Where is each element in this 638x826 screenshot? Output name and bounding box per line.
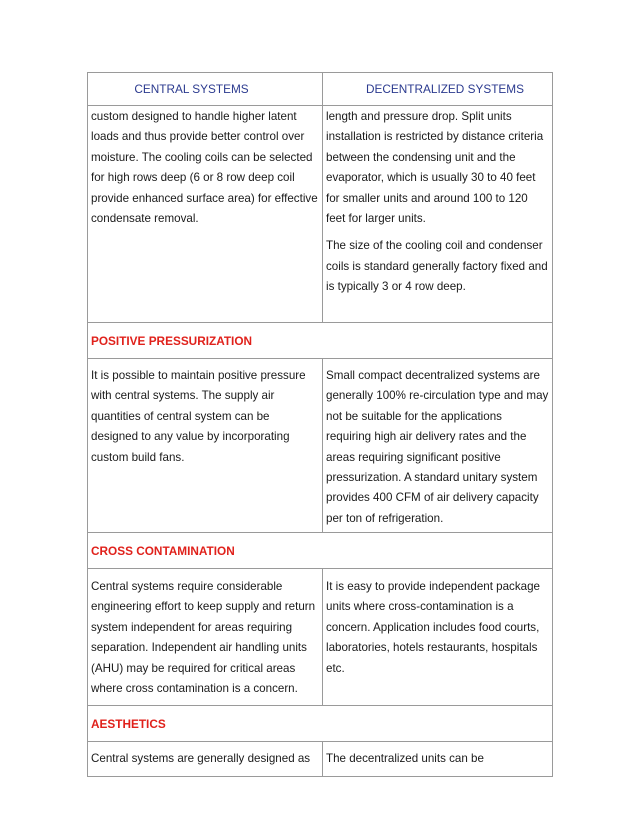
cell-decentralized-aesthetics	[323, 742, 553, 777]
cell-central-aesthetics	[88, 742, 323, 777]
table-row	[88, 106, 553, 323]
comparison-table	[87, 72, 553, 777]
table-row	[88, 569, 553, 706]
cell-central-pressurization	[88, 359, 323, 533]
section-heading: AESTHETICS	[88, 706, 553, 742]
cell-decentralized-pressurization	[323, 359, 553, 533]
cell-text: The size of the cooling coil and condenser coils is standard generally factory fixed and is typically 3 or 4 row deep.	[326, 239, 548, 294]
cell-decentralized-moisture	[323, 106, 553, 323]
cell-text: custom designed to handle higher latent loads and thus provide better control over moisture. The cooling coils can be selected for high rows deep (6 or 8 row deep coil provide enhanced surface area) for effective condensate removal.	[91, 110, 318, 226]
section-heading: POSITIVE PRESSURIZATION	[88, 323, 553, 359]
cell-text: The decentralized units can be	[326, 752, 484, 765]
table-row	[88, 359, 553, 533]
section-heading: CROSS CONTAMINATION	[88, 533, 553, 569]
table-row	[88, 742, 553, 777]
section-row-aesthetics	[88, 706, 553, 742]
section-row-positive-pressurization	[88, 323, 553, 359]
cell-central-contamination	[88, 569, 323, 706]
cell-text: It is possible to maintain positive pressure with central systems. The supply air quantities of central system can be designed to any value by incorporating custom build fans.	[91, 369, 306, 464]
section-row-cross-contamination	[88, 533, 553, 569]
cell-text: Central systems require considerable engineering effort to keep supply and return system independent for areas requiring separation. Independent air handling units (AHU) may be required for critical areas where cross contamination is a concern.	[91, 580, 316, 696]
header-decentralized-systems: DECENTRALIZED SYSTEMS	[323, 73, 553, 106]
cell-text: Small compact decentralized systems are generally 100% re-circulation type and may not be suitable for the applications requiring high air delivery rates and the areas requiring significant positive pressurization. A standard unitary system provides 400 CFM of air delivery capacity per ton of refrigeration.	[326, 369, 549, 525]
table-header-row	[88, 73, 553, 106]
header-central-systems: CENTRAL SYSTEMS	[88, 73, 323, 106]
cell-decentralized-contamination	[323, 569, 553, 706]
cell-text: It is easy to provide independent package units where cross-contamination is a concern. Application includes food courts, laboratories, hotels restaurants, hospitals etc.	[326, 580, 540, 675]
cell-central-moisture	[88, 106, 323, 323]
cell-text: length and pressure drop. Split units installation is restricted by distance criteria between the condensing unit and the evaporator, which is usually 30 to 40 feet for smaller units and around 100 to 120 feet for larger units.	[326, 110, 544, 226]
cell-text: Central systems are generally designed as	[91, 752, 311, 765]
